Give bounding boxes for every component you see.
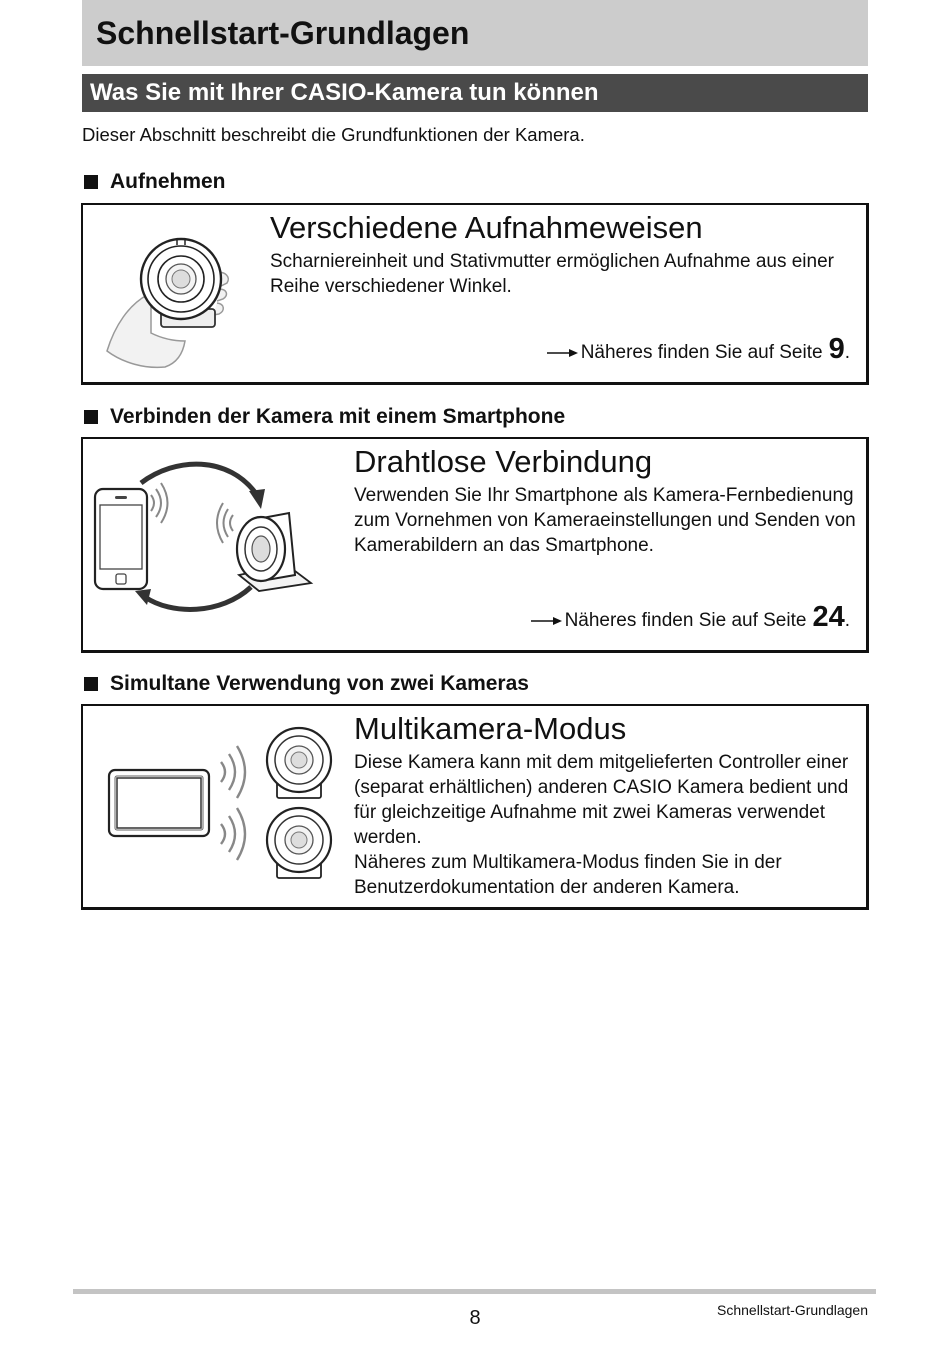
feature-box-multicamera (81, 704, 869, 910)
feature-heading-label: Aufnehmen (110, 170, 226, 193)
page-reference-text: Näheres finden Sie auf Seite (580, 342, 823, 363)
arrow-right-icon (547, 347, 579, 359)
smartphone-camera-sync-icon (89, 455, 319, 619)
page-number: 8 (469, 1307, 481, 1329)
arrow-right-icon (531, 615, 563, 627)
feature-heading-smartphone (84, 405, 565, 429)
bullet-square-icon (84, 175, 98, 189)
chapter-header (82, 0, 868, 66)
intro-text: Dieser Abschnitt beschreibt die Grundfunktionen der Kamera. (82, 124, 585, 145)
feature-description: Scharniereinheit und Stativmutter ermöglichen Aufnahme aus einer Reihe verschiedener Winkel. (270, 251, 834, 297)
footer-divider (73, 1289, 876, 1294)
feature-heading-label: Verbinden der Kamera mit einem Smartphone (110, 405, 566, 428)
feature-heading-label: Simultane Verwendung von zwei Kameras (110, 672, 529, 695)
chapter-title: Schnellstart-Grundlagen (96, 15, 470, 51)
feature-title: Multikamera-Modus (354, 711, 627, 746)
footer-section-label: Schnellstart-Grundlagen (717, 1302, 868, 1318)
section-header (82, 74, 868, 112)
page-reference-text: Näheres finden Sie auf Seite (564, 610, 807, 631)
feature-title: Drahtlose Verbindung (354, 444, 653, 479)
feature-description-note: Näheres zum Multikamera-Modus finden Sie in der Benutzerdokumentation der anderen Kamera. (354, 852, 782, 898)
section-title: Was Sie mit Ihrer CASIO-Kamera tun können (90, 79, 599, 106)
feature-heading-two-cameras (84, 672, 529, 696)
feature-description: Verwenden Sie Ihr Smartphone als Kamera-Fernbedienung zum Vornehmen von Kameraeinstellungen und Senden von Kamerabildern an das Smartphone. (354, 485, 856, 556)
feature-description: Diese Kamera kann mit dem mitgelieferten Controller einer (separat erhältlichen) anderen CASIO Kamera bedient und für gleichzeitige Aufnahme mit zwei Kameras verwendet werden. (354, 752, 849, 848)
feature-heading-recording (84, 170, 226, 194)
page-reference: Näheres finden Sie auf Seite 9 . (547, 333, 850, 366)
controller-two-cameras-icon (103, 722, 333, 886)
feature-box-recording (81, 203, 869, 385)
feature-box-wireless (81, 437, 869, 653)
page-reference-number: 24 (812, 601, 845, 633)
bullet-square-icon (84, 410, 98, 424)
page-reference: Näheres finden Sie auf Seite 24 . (531, 601, 850, 634)
bullet-square-icon (84, 677, 98, 691)
camera-in-hand-icon (101, 233, 241, 373)
page-reference-number: 9 (828, 333, 845, 365)
feature-title: Verschiedene Aufnahmeweisen (270, 210, 703, 245)
